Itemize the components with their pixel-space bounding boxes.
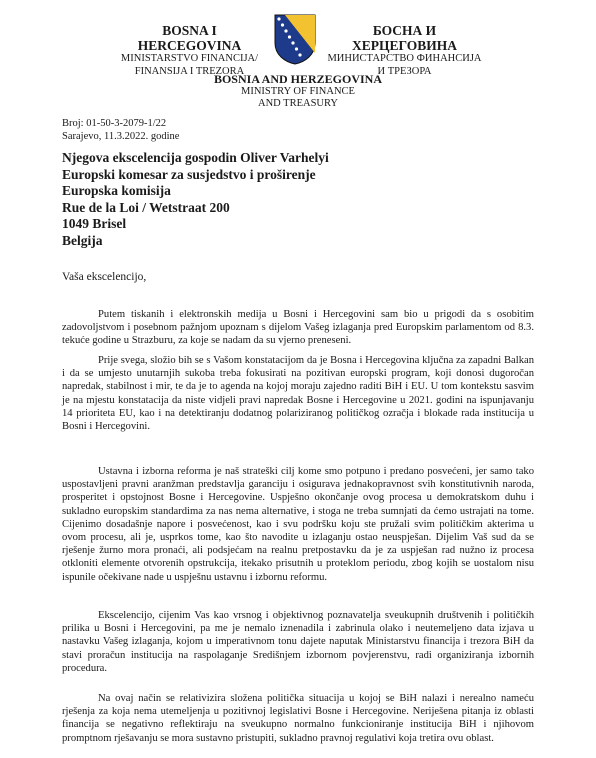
letterhead-left-line1: MINISTARSTVO FINANCIJA/ bbox=[120, 53, 259, 64]
body-paragraph: Prije svega, složio bih se s Vašom konstatacijom da je Bosna i Hercegovina ključna za zapadni Balkan i da se umjesto unutarnjih sukoba treba fokusirati na pozitivan europski program, koji donosi dugoročan napredak, stabilnost i mir, te da je to agenda na kojoj moraju zajedno raditi BiH i EU. U tom kontekstu sasvim je na mjestu konstatacija da niste vidjeli pravi napredak Bosne i Hercegovine u 2021. godini na ispunjavanju 14 prioriteta EU, kao i na detektiranju dodatnog polariziranog političkog ozračja i blokade rada institucija u Bosni i Hercegovini. bbox=[62, 355, 534, 433]
recipient-line: Europska komisija bbox=[62, 183, 171, 198]
body-paragraph: Ekscelencijo, cijenim Vas kao vrsnog i objektivnog poznavatelja sveukupnih društvenih i političkih prilika u Bosni i Hercegovini, pa me je nemalo iznenadila i zabrinula olako i neutemeljeno data izjava u nastavku Vašeg izlaganja, kojom u imperativnom tonu dajete naputak Ministarstvu financija i trezora BiH da stavi proračun institucija na raspolaganje Središnjem izbornom povjerenstvu, radi organiziranja izbornih procedura. bbox=[62, 610, 534, 674]
reference-number: Broj: 01-50-3-2079-1/22 bbox=[62, 118, 167, 129]
letterhead-left-title: BOSNA I HERCEGOVINA bbox=[137, 23, 242, 53]
recipient-address bbox=[62, 150, 329, 249]
recipient-line: 1049 Brisel bbox=[62, 216, 127, 231]
reference-block bbox=[62, 118, 179, 143]
coat-of-arms-icon bbox=[273, 13, 317, 65]
recipient-line: Rue de la Loi / Wetstraat 200 bbox=[62, 199, 230, 215]
body-paragraph: Putem tiskanih i elektronskih medija u Bosni i Hercegovini sam bio u prigodi da s osobitim zadovoljstvom i posebnom pažnjom upoznam s dijelom Vašeg izlaganja pred Europskim parlamentom od 8.3. tekuće godine u Strazburu, za koje se nadam da su vjerno preneseni. bbox=[62, 309, 534, 347]
letterhead-right-line1: МИНИСТАРСТВО ФИНАНСИЈА bbox=[327, 53, 482, 64]
reference-place-date: Sarajevo, 11.3.2022. godine bbox=[62, 130, 180, 142]
letterhead-left bbox=[112, 23, 267, 78]
recipient-line: Europski komesar za susjedstvo i proširenje bbox=[62, 166, 316, 182]
letterhead-center-line2: AND TREASURY bbox=[257, 98, 339, 109]
letterhead-center-title: BOSNIA AND HERZEGOVINA bbox=[213, 72, 383, 86]
body-paragraph: Na ovaj način se relativizira složena politička situacija u kojoj se BiH nalazi i nerealno nameću rješenja za koja nema utemeljenja u pozitivnoj legislativi Bosne i Hercegovine. Neriješena pitanja iz oblasti financija se negativno reflektiraju na sveukupno normalno funkcioniranje institucija BiH i njihovom promptnom rješavanju se mora sustavno pristupiti, sukladno pravnoj regulativi koja tretira ovu oblast. bbox=[62, 693, 534, 744]
letterhead-center-line1: MINISTRY OF FINANCE bbox=[241, 86, 355, 97]
body-paragraph: Ustavna i izborna reforma je naš strateški cilj kome smo potpuno i predano posvećeni, jer samo tako uspostavljeni pravni aranžman predstavlja garanciju i osigurava jednakopravnost svih konstitutivnih naroda, prosperitet i opstojnost Bosne i Hercegovine. Uspješno okončanje ovog procesa u demokratskom duhu i sukladno europskim standardima za nas nema alternative, i stoga ne treba sumnjati da ćemo ustrajati na tome. Cijenimo dosadašnje napore i posvećenost, kao i svu podršku koju ste pružali svim političkim akterima u ovom procesu, ali je, usprkos tome, kao što navodite u izlaganju ostao neuspješan. Dijelim Vaš sud da se rješenje žurno mora pronaći, ali podsjećam na realnu pretpostavku da je za uspješan rad nužno iz procesa otkloniti elemente otvorenih opstrukcija, itekako prisutnih u proteklom periodu, zbog kojih se uostalom nisu ispunile očekivane nade u uspješnu ustavnu i izbornu reformu. bbox=[62, 466, 534, 583]
salutation: Vaša ekscelencijo, bbox=[62, 271, 147, 283]
recipient-line: Njegova ekscelencija gospodin Oliver Varhelyi bbox=[62, 150, 329, 165]
letterhead-right bbox=[322, 23, 487, 78]
letterhead-right-line2: И ТРЕЗОРА bbox=[377, 65, 432, 77]
letterhead-center bbox=[178, 73, 418, 110]
recipient-line: Belgija bbox=[62, 232, 103, 248]
letterhead-right-title: БОСНА И ХЕРЦЕГОВИНА bbox=[351, 23, 457, 53]
letterhead-left-line2: FINANSIJA I TREZORA bbox=[134, 65, 245, 77]
